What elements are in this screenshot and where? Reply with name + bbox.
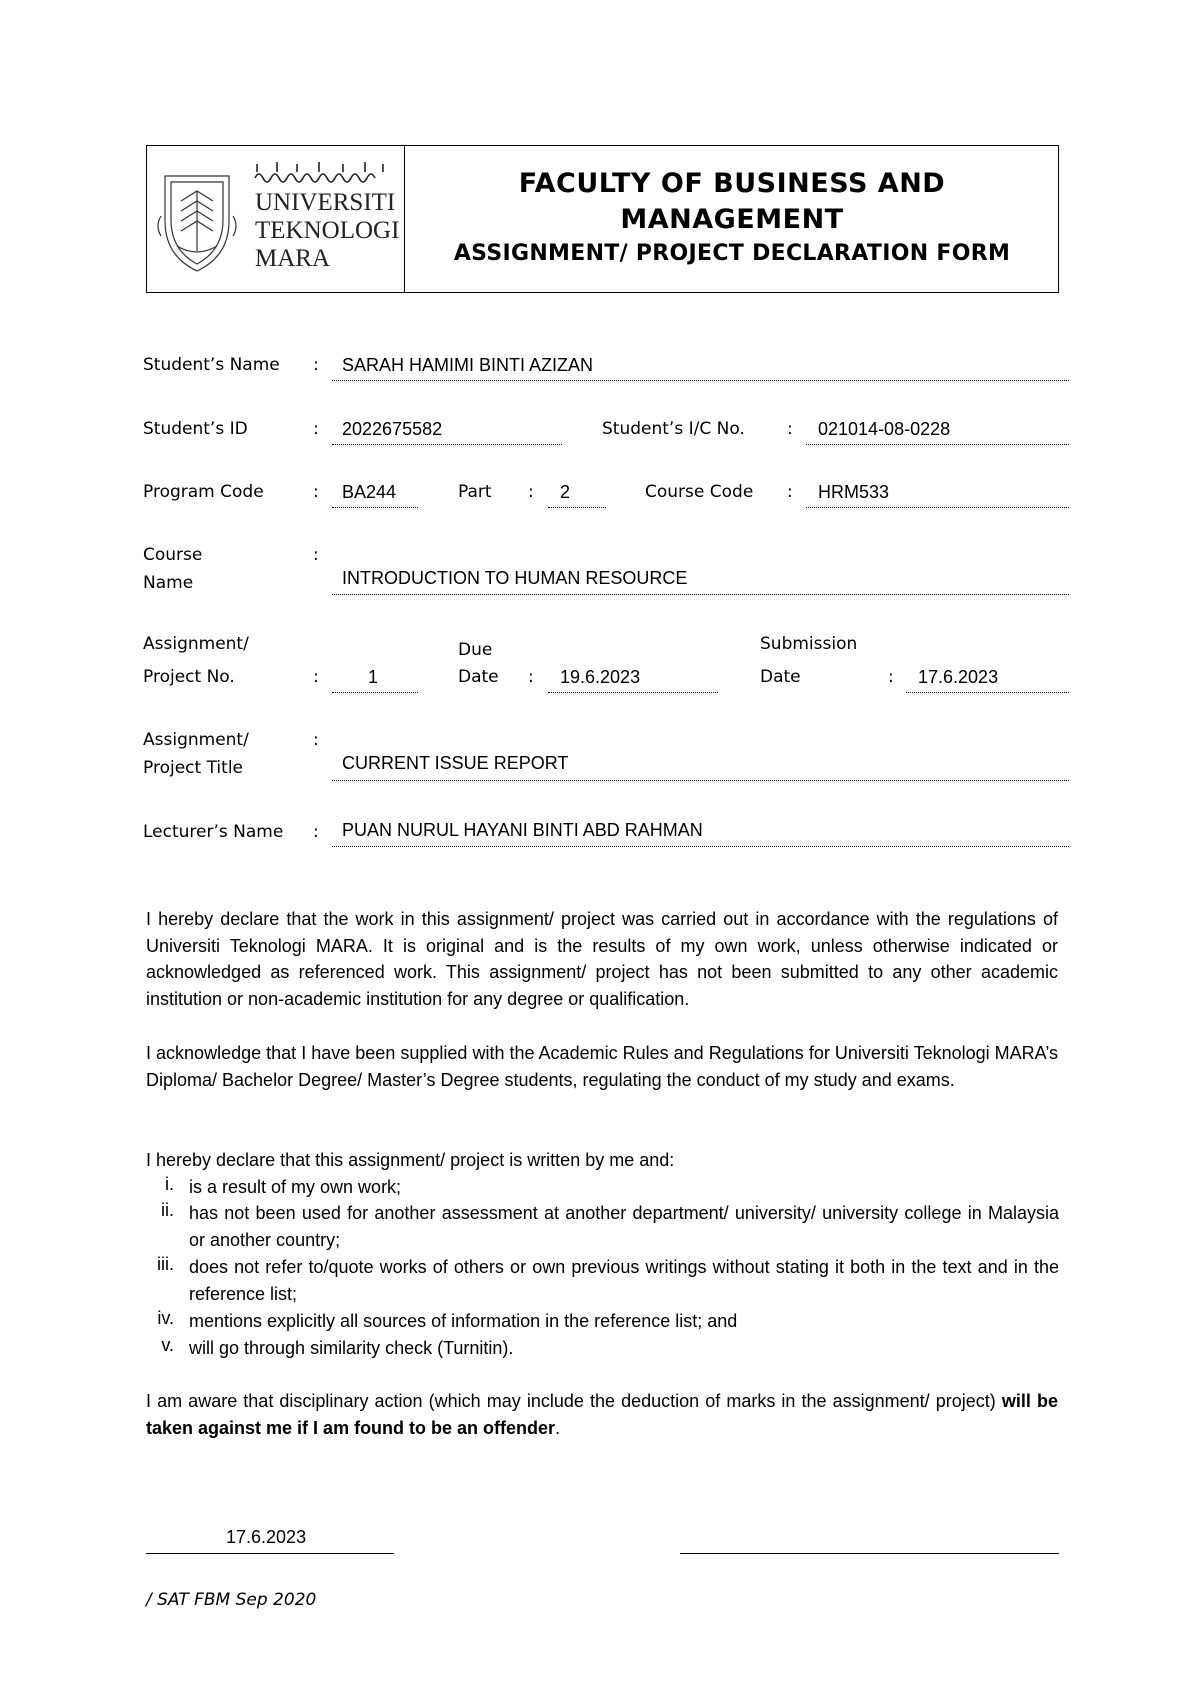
program-code-label: Program Code [143, 482, 264, 502]
closing-bold-text: will be taken against me if I am found to be an offender [146, 1391, 1058, 1438]
course-name-line [332, 594, 1069, 595]
assignment-no-line [332, 692, 418, 693]
colon: : [787, 419, 793, 439]
student-name-line [332, 380, 1069, 381]
list-item-number: iv. [157, 1308, 174, 1328]
logo-line3: MARA [255, 245, 331, 272]
signature-date-value: 17.6.2023 [226, 1527, 307, 1547]
program-code-line [332, 507, 418, 508]
assignment-no-label-1: Assignment/ [143, 634, 249, 654]
colon: : [313, 822, 319, 842]
logo-line2: TEKNOLOGI [255, 217, 400, 244]
list-item: will go through similarity check (Turnitin). [189, 1338, 514, 1358]
colon: : [313, 482, 319, 502]
colon: : [528, 667, 534, 687]
faculty-title: FACULTY OF BUSINESS AND MANAGEMENT [518, 168, 946, 235]
closing-text: I am aware that disciplinary action (which may include the deduction of marks in the assignment/ project) [146, 1391, 1002, 1411]
colon: : [313, 545, 319, 565]
project-title-label-2: Project Title [143, 758, 243, 778]
declaration-closing [146, 1388, 1058, 1441]
course-name-label-1: Course [143, 545, 203, 565]
due-date-label-1: Due [458, 640, 493, 660]
project-title-label-1: Assignment/ [143, 730, 249, 750]
university-logo [147, 146, 404, 292]
part-value: 2 [560, 482, 571, 502]
declaration-paragraph-2: I acknowledge that I have been supplied with the Academic Rules and Regulations for Universiti Teknologi MARA’s Diploma/ Bachelor Degree/ Master’s Degree students, regulating the conduct of my study and exams. [146, 1043, 1058, 1090]
student-id-value: 2022675582 [342, 419, 443, 439]
colon: : [313, 419, 319, 439]
course-code-label: Course Code [645, 482, 754, 502]
program-code-value: BA244 [342, 482, 397, 502]
course-code-line [806, 507, 1069, 508]
due-date-value: 19.6.2023 [560, 667, 641, 687]
course-code-value: HRM533 [818, 482, 890, 502]
form-title-block [406, 146, 1058, 292]
declaration-paragraph-1: I hereby declare that the work in this assignment/ project was carried out in accordance with the regulations of Universiti Teknologi MARA. It is original and is the results of my own work, unless otherwise indicated or acknowledged as referenced work. This assignment/ project has not been submitted to any other academic institution or non-academic institution for any degree or qualification. [146, 909, 1058, 1009]
colon: : [313, 667, 319, 687]
student-name-label: Student’s Name [143, 355, 280, 375]
lecturer-name-label: Lecturer’s Name [143, 822, 284, 842]
ic-no-value: 021014-08-0228 [818, 419, 951, 439]
assignment-no-value: 1 [368, 667, 379, 687]
ic-no-line [806, 444, 1069, 445]
date-line [146, 1553, 394, 1554]
colon: : [787, 482, 793, 502]
list-item: is a result of my own work; [189, 1177, 402, 1197]
signature-line [680, 1553, 1059, 1554]
part-line [548, 507, 606, 508]
submission-date-line [906, 692, 1069, 693]
course-name-label-2: Name [143, 573, 194, 593]
colon: : [313, 730, 319, 750]
lecturer-name-value: PUAN NURUL HAYANI BINTI ABD RAHMAN [342, 820, 703, 840]
student-id-line [332, 444, 562, 445]
project-title-line [332, 780, 1069, 781]
student-name-value: SARAH HAMIMI BINTI AZIZAN [342, 355, 594, 375]
declaration-intro: I hereby declare that this assignment/ project is written by me and: [146, 1150, 675, 1170]
colon: : [313, 355, 319, 375]
colon: : [888, 667, 894, 687]
jawi-script [255, 162, 383, 182]
list-item: mentions explicitly all sources of information in the reference list; and [189, 1311, 738, 1331]
project-title-value: CURRENT ISSUE REPORT [342, 753, 569, 773]
closing-end: . [555, 1417, 561, 1438]
header-divider [404, 146, 405, 292]
due-date-line [548, 692, 718, 693]
part-label: Part [458, 482, 492, 502]
list-item-number: i. [165, 1174, 174, 1194]
lecturer-name-line [332, 846, 1069, 847]
student-id-label: Student’s ID [143, 419, 248, 439]
assignment-no-label-2: Project No. [143, 667, 235, 687]
list-item: has not been used for another assessment at another department/ university/ university college in Malaysia or another country; [189, 1203, 1059, 1250]
due-date-label-2: Date [458, 667, 499, 687]
course-name-value: INTRODUCTION TO HUMAN RESOURCE [342, 568, 688, 588]
list-item-number: iii. [157, 1254, 174, 1274]
crest-icon [158, 176, 236, 271]
submission-date-label-1: Submission [760, 634, 858, 654]
header-box [146, 145, 1059, 293]
list-item-number: ii. [161, 1200, 174, 1220]
colon: : [528, 482, 534, 502]
list-item-number: v. [161, 1335, 174, 1355]
submission-date-value: 17.6.2023 [918, 667, 999, 687]
ic-no-label: Student’s I/C No. [602, 419, 745, 439]
list-item: does not refer to/quote works of others or own previous writings without stating it both in the text and in the reference list; [189, 1257, 1059, 1304]
submission-date-label-2: Date [760, 667, 801, 687]
footer-text: / SAT FBM Sep 2020 [146, 1590, 317, 1610]
form-subtitle: ASSIGNMENT/ PROJECT DECLARATION FORM [453, 241, 1011, 266]
logo-line1: UNIVERSITI [255, 189, 396, 216]
